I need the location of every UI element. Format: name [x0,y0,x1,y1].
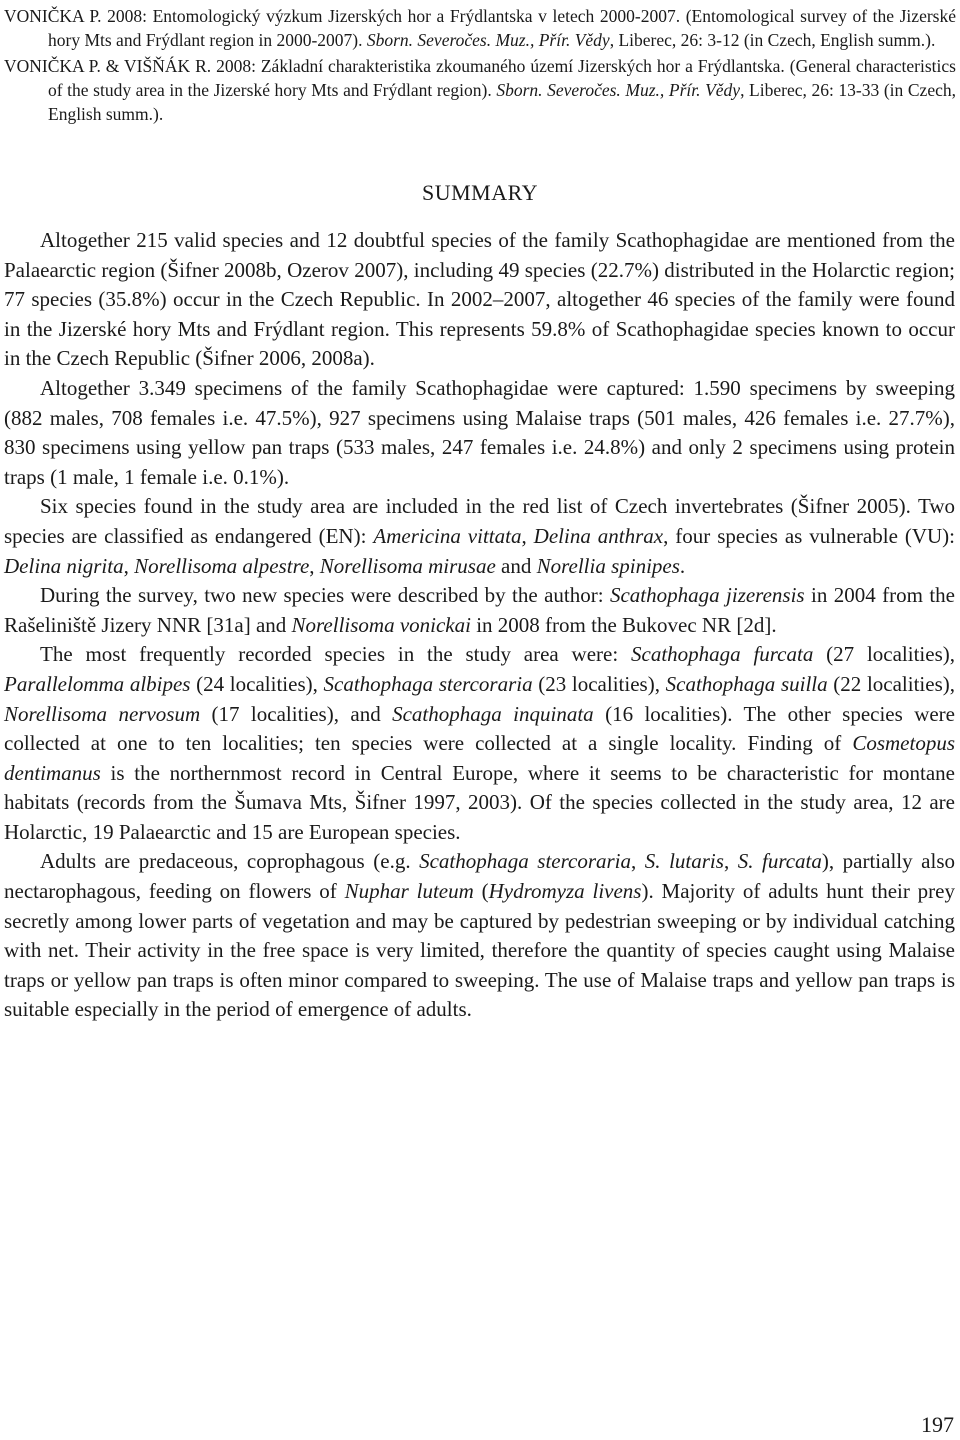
text-run: During the survey, two new species were described by the author: [40,583,610,608]
italic-text-run: S. furcata [737,849,822,874]
text-run: , [123,553,135,578]
reference-entry [4,4,956,52]
text-run: , Liberec, 26: 13-33 (in Czech, English summ.). [48,80,956,124]
text-run: in 2004 from the Rašeliniště Jizery NNR [31a] and [4,583,956,637]
italic-text-run: Hydromyza livens [488,879,642,904]
text-run: (22 localities), [827,671,955,696]
text-run: The most frequently recorded species in the study area were: [40,642,631,667]
text-run: ( [473,879,489,904]
text-run: (23 localities), [532,671,666,696]
summary-paragraph [4,492,955,581]
text-run: , [723,849,738,874]
reference-list [4,4,956,128]
italic-text-run: Norellisoma nervosum [4,701,201,726]
page-number: 197 [921,1412,954,1437]
text-run: , [309,553,320,578]
text-run: Adults are predaceous, coprophagous (e.g. [40,849,420,874]
text-run: , [631,849,645,874]
summary-paragraph [4,847,955,1025]
italic-text-run: S. lutaris [644,849,724,874]
text-run: ), partially also nectarophagous, feeding on flowers of [4,849,955,904]
summary-heading: SUMMARY [422,180,538,205]
reference-entry [4,54,956,126]
italic-text-run: Parallelomma albipes [4,671,191,696]
italic-text-run: Cosmetopus dentimanus [4,731,955,785]
text-run: Altogether 215 valid species and 12 doubtful species of the family Scathophagidae are mentioned from the Palaearctic region (Šifner 2008b, Ozerov 2007), including 49 species (22.7%) distributed in the Holarctic region; 77 species (35.8%) occur in the Czech Republic. In 2002–2007, altogether 46 species of the family were found in the Jizerské hory Mts and Frýdlant region. This represents 59.8% of Scathophagidae species known to occur in the Czech Republic (Šifner 2006, 2008a). [4,228,955,371]
summary-paragraph [4,226,955,374]
text-run: , Liberec, 26: 3-12 (in Czech, English summ.). [609,30,936,50]
text-run: VONIČKA P. & VIŠŇÁK R. 2008: Základní charakteristika zkoumaného území Jizerských hor a Frýdlantska. (General characteristics of the study area in the Jizerské hory Mts and Frýdlant region). [4,56,956,100]
text-run: Six species found in the study area are included in the red list of Czech invertebrates (Šifner 2005). Two species are classified as endangered (EN): [4,494,955,548]
text-run: , [521,523,534,548]
summary-body [4,226,955,1025]
italic-text-run: Norellia spinipes [536,553,680,578]
italic-text-run: Scathophaga stercoraria [419,849,632,874]
italic-text-run: Delina nigrita [4,553,124,578]
italic-text-run: Scathophaga jizerensis [609,583,805,608]
text-run: is the northernmost record in Central Europe, where it seems to be characteristic for montane habitats (records from the Šumava Mts, Šifner 1997, 2003). Of the species collected in the study area, 12 are Holarctic, 19 Palaearctic and 15 are European species. [4,760,955,844]
summary-paragraph [4,581,955,640]
italic-text-run: Norellisoma vonickai [291,612,471,637]
text-run: , four species as vulnerable (VU): [663,523,956,548]
text-run: and [495,553,537,578]
text-run: . [679,553,686,578]
italic-text-run: Norellisoma mirusae [319,553,496,578]
summary-paragraph [4,374,955,492]
italic-text-run: Scathophaga suilla [665,671,828,696]
italic-text-run: Norellisoma alpestre [134,553,310,578]
text-run: (17 localities), and [200,701,393,726]
italic-text-run: Scathophaga inquinata [392,701,594,726]
italic-text-run: Sborn. Severočes. Muz., Přír. Vědy [496,80,741,100]
text-run: ). Majority of adults hunt their prey secretly among lower parts of vegetation and may be captured by pedestrian sweeping or by individual catching with net. Their activity in the free space is very limited, therefore the quantity of species caught using Malaise traps or yellow pan traps is often minor compared to sweeping. The use of Malaise traps and yellow pan traps is suitable especially in the period of emergence of adults. [4,879,955,1022]
italic-text-run: Nuphar luteum [344,879,474,904]
text-run: (24 localities), [190,671,324,696]
italic-text-run: Scathophaga stercoraria [323,671,533,696]
italic-text-run: Americina vittata [373,523,522,548]
italic-text-run: Sborn. Severočes. Muz., Přír. Vědy [366,30,610,50]
italic-text-run: Scathophaga furcata [631,642,814,667]
italic-text-run: Delina anthrax [533,523,664,548]
text-run: VONIČKA P. 2008: Entomologický výzkum Jizerských hor a Frýdlantska v letech 2000-2007. (Entomological survey of the Jizerské hory Mts and Frýdlant region in 2000-2007). [4,6,956,50]
summary-paragraph [4,640,955,847]
text-run: in 2008 from the Bukovec NR [2d]. [470,612,777,637]
text-run: (16 localities). The other species were collected at one to ten localities; ten species were collected at a single locality. Finding of [4,701,955,756]
text-run: (27 localities), [813,642,955,667]
text-run: Altogether 3.349 specimens of the family Scathophagidae were captured: 1.590 specimens by sweeping (882 males, 708 females i.e. 47.5%), 927 specimens using Malaise traps (501 males, 426 females i.e. 27.7%), 830 specimens using yellow pan traps (533 males, 247 females i.e. 24.8%) and only 2 specimens using protein traps (1 male, 1 female i.e. 0.1%). [4,375,955,489]
